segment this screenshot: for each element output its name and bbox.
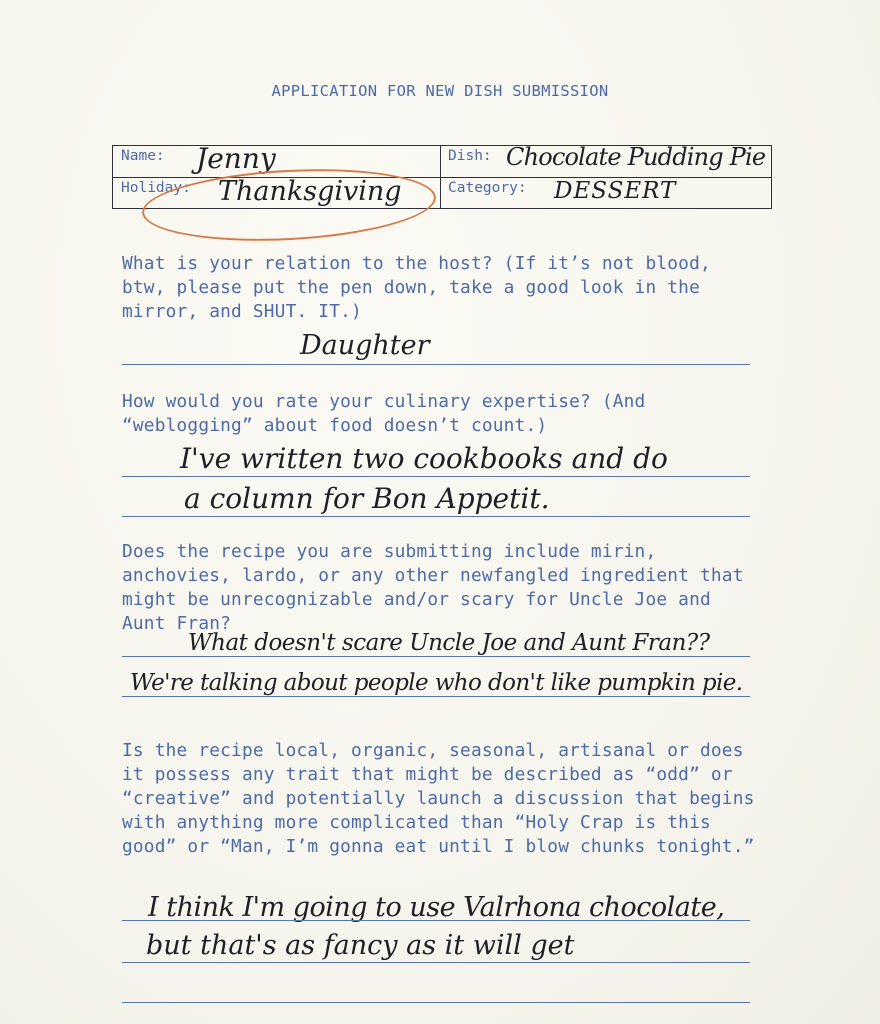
dish-label: Dish:	[448, 148, 492, 164]
category-value: DESSERT	[554, 178, 677, 204]
name-value: Jenny	[196, 142, 276, 175]
category-label: Category:	[448, 180, 527, 196]
answer-rule	[122, 656, 750, 657]
answer-rule	[122, 1002, 750, 1003]
answer-rule	[122, 476, 750, 477]
answer-relation-line-1: Daughter	[300, 330, 430, 361]
holiday-value: Thanksgiving	[218, 176, 402, 207]
answer-expertise-line-2: a column for Bon Appetit.	[184, 482, 550, 515]
answer-expertise-line-1: I've written two cookbooks and do	[180, 442, 668, 475]
answer-rule	[122, 962, 750, 963]
form-title: APPLICATION FOR NEW DISH SUBMISSION	[271, 82, 609, 100]
question-expertise: How would you rate your culinary expertise? (And “weblogging” about food doesn’t count.)	[122, 391, 646, 436]
answer-odd-creative-line-2: but that's as fancy as it will get	[146, 930, 575, 961]
answer-rule	[122, 364, 750, 365]
question-odd-creative: Is the recipe local, organic, seasonal, artisanal or does it possess any trait that might be described as “odd” or “creative” and potentially launch a discussion that begins with anything more complicated than “Holy Crap is this good” or “Man, I’m gonna eat until I blow chunks tonight.”	[122, 740, 755, 857]
answer-rule	[122, 920, 750, 921]
answer-ingredients-line-1: What doesn't scare Uncle Joe and Aunt Fran??	[188, 630, 710, 656]
answer-rule	[122, 516, 750, 517]
answer-rule	[122, 696, 750, 697]
dish-value: Chocolate Pudding Pie	[506, 143, 766, 171]
question-ingredients: Does the recipe you are submitting include mirin, anchovies, lardo, or any other newfangled ingredient that might be unrecognizable and/or scary for Uncle Joe and Aunt Fran?	[122, 541, 744, 634]
answer-ingredients-line-2: We're talking about people who don't like pumpkin pie.	[130, 670, 743, 696]
holiday-label: Holiday:	[121, 180, 191, 196]
answer-odd-creative-line-1: I think I'm going to use Valrhona chocolate,	[148, 892, 725, 923]
question-relation: What is your relation to the host? (If it’s not blood, btw, please put the pen down, take a good look in the mirror, and SHUT. IT.)	[122, 253, 711, 322]
name-label: Name:	[121, 148, 165, 164]
